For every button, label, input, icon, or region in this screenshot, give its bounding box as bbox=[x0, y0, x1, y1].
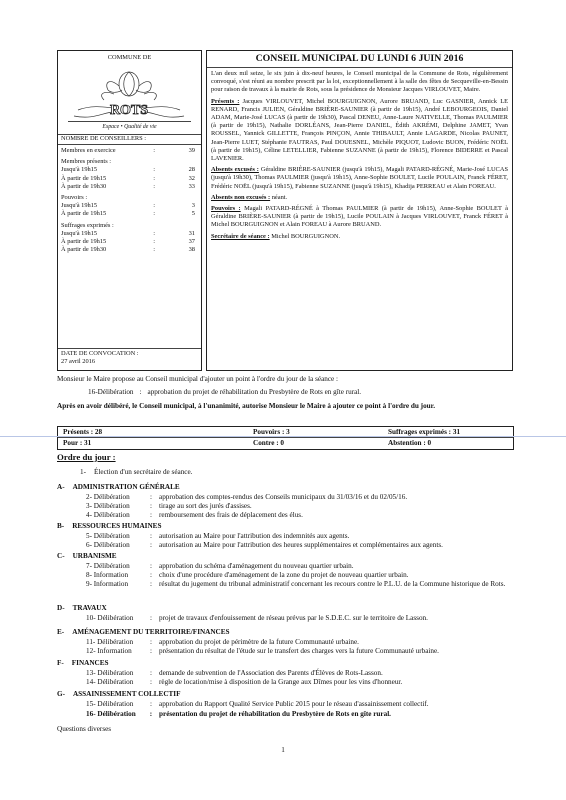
commune-info-panel bbox=[57, 50, 202, 371]
vote-contre: Contre : 0 bbox=[253, 439, 285, 447]
en-exercice-row: Membres en exercice : 39 bbox=[61, 147, 195, 154]
agenda-item-label: 11- Délibération bbox=[86, 638, 134, 646]
section-title: RESSOURCES HUMAINES bbox=[72, 522, 162, 530]
section-heading bbox=[57, 483, 180, 492]
section-letter: F- bbox=[57, 659, 64, 667]
agenda-item-colon: : bbox=[150, 614, 152, 622]
ordre-title: Ordre du jour : bbox=[57, 452, 116, 462]
agenda-item-colon: : bbox=[150, 647, 152, 655]
agenda-item bbox=[86, 541, 516, 550]
agenda-item-label: 13- Délibération bbox=[86, 669, 134, 677]
presents-row: À partir de 19h15 : 32 bbox=[61, 174, 195, 182]
agenda-item-label: 8- Information bbox=[86, 571, 129, 579]
section-letter: E- bbox=[57, 628, 65, 636]
section-heading bbox=[57, 690, 181, 699]
proposal-item: 16-Délibération : approbation du projet de réhabilitation du Presbytère de Rots en gîte rural. bbox=[88, 388, 362, 396]
agenda-item bbox=[86, 678, 516, 687]
agenda-item-text: autorisation au Maire pour l'attribution des indemnités aux agents. bbox=[159, 532, 350, 540]
meeting-panel bbox=[206, 50, 513, 371]
convocation-label: DATE DE CONVOCATION : bbox=[61, 350, 139, 357]
section-title: TRAVAUX bbox=[72, 604, 107, 612]
suffrages-title: Suffrages exprimés : bbox=[61, 221, 114, 229]
section-heading bbox=[57, 628, 230, 637]
agenda-item-label: 12- Information bbox=[86, 647, 132, 655]
agenda-item-colon: : bbox=[150, 532, 152, 540]
agenda-item-colon: : bbox=[150, 669, 152, 677]
agenda-item-16: 16- Délibération : présentation du projet de réhabilitation du Presbytère de Rots en gîte rural. bbox=[86, 710, 391, 718]
agenda-item-colon: : bbox=[150, 678, 152, 686]
convocation-date: 27 avril 2016 bbox=[61, 358, 96, 365]
agenda-item bbox=[86, 700, 516, 709]
agenda-item bbox=[86, 580, 516, 589]
section-letter: D- bbox=[57, 604, 65, 612]
questions-diverses: Questions diverses bbox=[57, 725, 112, 733]
section-letter: A- bbox=[57, 483, 65, 491]
vote-pour: Pour : 31 bbox=[63, 439, 92, 447]
agenda-item-label: 3- Délibération bbox=[86, 502, 130, 510]
presents-row: Jusqu'à 19h15 : 28 bbox=[61, 166, 195, 174]
agenda-item-colon: : bbox=[150, 562, 152, 570]
presents-row: À partir de 19h30 : 33 bbox=[61, 182, 195, 190]
conseillers-title: NOMBRE DE CONSEILLERS : bbox=[61, 135, 147, 142]
suffrages-row: À partir de 19h30 : 38 bbox=[61, 246, 195, 254]
agenda-item-colon: : bbox=[150, 502, 152, 510]
agenda-item-text: approbation du projet de périmètre de la future Communauté urbaine. bbox=[159, 638, 359, 646]
agenda-item-label: 15- Délibération bbox=[86, 700, 134, 708]
section-heading bbox=[57, 552, 117, 561]
agenda-item-label: 9- Information bbox=[86, 580, 129, 588]
tagline: Espace • Qualité de vie bbox=[102, 124, 157, 130]
agenda-item-colon: : bbox=[150, 580, 152, 588]
section-title: ADMINISTRATION GÉNÉRALE bbox=[72, 483, 180, 491]
agenda-item-label: 14- Délibération bbox=[86, 678, 134, 686]
pouvoirs-paragraph: Pouvoirs : Magali PATARD-RÉGNÉ à Thomas PAULMIER (à partir de 19h15), Anne-Sophie BOULET à Géraldine BRIÈRE-SAUNIER (à partir de 19h15), Lucile POULAIN à Jacques VIRLOUVET, Franck FÉRET à Michel BOURGUIGNON et Alain FOREAU à Aurore BRUAND. bbox=[211, 205, 508, 229]
vote-suffrages: Suffrages exprimés : 31 bbox=[388, 428, 461, 436]
agenda-item-text: approbation du Rapport Qualité Service Public 2015 pour le réseau d'assainissement collectif. bbox=[159, 700, 429, 708]
meeting-title: CONSEIL MUNICIPAL DU LUNDI 6 JUIN 2016 bbox=[255, 53, 464, 64]
suffrages-row: Jusqu'à 19h15 : 31 bbox=[61, 229, 195, 237]
agenda-item-text: règle de location/mise à disposition de la Grange aux Dîmes pour les vins d'honneur. bbox=[159, 678, 403, 686]
stats-block bbox=[61, 147, 195, 254]
agenda-item bbox=[86, 647, 516, 656]
agenda-item-colon: : bbox=[150, 700, 152, 708]
tagline-bar bbox=[68, 121, 191, 122]
intro-paragraph: L'an deux mil seize, le six juin à dix-neuf heures, le Conseil municipal de la Commune de Rots, régulièrement convoqué, s'est réuni au nombre prescrit par la loi, exceptionnellement à la salle des fêtes de Secqueville-en-Bessin pour raison de travaux à la mairie de Rots, sous la présidence de Monsieur Jacques VIRLOUVET, Maire. bbox=[211, 70, 508, 94]
presents-title: Membres présents : bbox=[61, 158, 112, 166]
agenda-item-label: 2- Délibération bbox=[86, 493, 130, 501]
meeting-body bbox=[211, 70, 508, 241]
agenda-item-1: 1- Élection d'un secrétaire de séance. bbox=[80, 468, 193, 476]
logo-text: ROTS bbox=[109, 103, 149, 118]
agenda-item bbox=[86, 493, 516, 502]
agenda-item bbox=[86, 532, 516, 541]
agenda-item bbox=[86, 614, 516, 623]
agenda-item-label: 5- Délibération bbox=[86, 532, 130, 540]
section-title: URBANISME bbox=[72, 552, 117, 560]
agenda-item-label: 6- Délibération bbox=[86, 541, 130, 549]
agenda-item bbox=[86, 571, 516, 580]
decision-text: Après en avoir délibéré, le Conseil municipal, à l'unanimité, autorise Monsieur le Maire à ajouter ce point à l'ordre du jour. bbox=[57, 402, 435, 410]
agenda-item-text: remboursement des frais de déplacement des élus. bbox=[159, 511, 303, 519]
page-number: 1 bbox=[281, 746, 285, 754]
vote-presents: Présents : 28 bbox=[63, 428, 103, 436]
agenda-item-text: tirage au sort des jurés d'assises. bbox=[159, 502, 252, 510]
agenda-item-colon: : bbox=[150, 638, 152, 646]
absents-non-excuses-paragraph: Absents non excusés : néant. bbox=[211, 193, 288, 201]
suffrages-row: À partir de 19h15 : 37 bbox=[61, 238, 195, 246]
vote-table bbox=[57, 426, 514, 450]
agenda-item-text: autorisation au Maire pour l'attribution des heures supplémentaires et complémentaires aux agents. bbox=[159, 541, 443, 549]
presents-paragraph: Présents : Jacques VIRLOUVET, Michel BOURGUIGNON, Aurore BRUAND, Luc GASNIER, Annick LE RENARD, Francis JULIEN, Géraldine BRIÈRE-SAUNIER (à partir de 19h15), André LEBOURGEOIS, Daniel ADAM, Marie-José LUCAS (à partir de 19h30), Pascal DENEU, Anne-Laure NATIVELLE, Thomas PAULMIER (à partir de 19h15), Nathalie DORLÉANS, Jean-Pierre DANIEL, Édith AKRÉMI, Delphine JAMET, Yvan ROUSSEL, Yannick GILLETTE, François PINÇON, Annie THIBAULT, Annie LAGARDE, Nicolas PAUNET, Jean-Pierre LUET, Stéphanie FAUTRAS, Paul DOUESNEL, Michèle PIQUOT, Ludovic BUON, Frédéric NOËL (à partir de 19h15), Céline LETELLIER, Fabienne SUZANNE (à partir de 19h15), Florence BIDERRE et Pascal LAVENIER. bbox=[211, 97, 509, 163]
section-title: FINANCES bbox=[71, 659, 109, 667]
agenda-item-text: approbation du schéma d'aménagement du nouveau quartier urbain. bbox=[159, 562, 354, 570]
section-letter: C- bbox=[57, 552, 65, 560]
section-letter: G- bbox=[57, 690, 65, 698]
agenda-item bbox=[86, 669, 516, 678]
agenda-item-text: approbation des comptes-rendus des Conseils municipaux du 31/03/16 et du 02/05/16. bbox=[159, 493, 408, 501]
scan-line bbox=[0, 436, 566, 437]
proposal-text: Monsieur le Maire propose au Conseil municipal d'ajouter un point à l'ordre du jour de la séance : bbox=[57, 375, 339, 383]
vote-pouvoirs: Pouvoirs : 3 bbox=[253, 428, 290, 436]
section-letter: B- bbox=[57, 522, 65, 530]
agenda-item-colon: : bbox=[150, 493, 152, 501]
pouvoirs-title: Pouvoirs : bbox=[61, 194, 88, 202]
pouvoirs-row: Jusqu'à 19h15 : 3 bbox=[61, 202, 195, 210]
agenda-item bbox=[86, 638, 516, 647]
agenda-item-text: demande de subvention de l'Association des Parents d'Élèves de Rots-Lasson. bbox=[159, 669, 383, 677]
commune-label: COMMUNE DE bbox=[107, 54, 152, 61]
section-title: ASSAINISSEMENT COLLECTIF bbox=[72, 690, 181, 698]
agenda-item-colon: : bbox=[150, 571, 152, 579]
pouvoirs-row: À partir de 19h15 : 5 bbox=[61, 210, 195, 218]
agenda-item-label: 4- Délibération bbox=[86, 511, 130, 519]
section-heading bbox=[57, 522, 161, 531]
section-title: AMÉNAGEMENT DU TERRITOIRE/FINANCES bbox=[72, 628, 230, 636]
absents-excuses-paragraph: Absents excusés : Géraldine BRIÈRE-SAUNIER (jusqu'à 19h15), Magali PATARD-RÉGNÉ, Marie-José LUCAS (jusqu'à 19h30), Thomas PAULMIER (jusqu'à 19h15), Anne-Sophie BOULET, Lucile POULAIN, Franck FÉRET, Frédéric NOËL (jusqu'à 19h15), Fabienne SUZANNE (jusqu'à 19h15), Khadija PERREAU et Alain FOREAU. bbox=[211, 166, 508, 190]
section-heading bbox=[57, 659, 109, 668]
agenda-item-colon: : bbox=[150, 511, 152, 519]
agenda-item-text: choix d'une procédure d'aménagement de la zone du projet de nouveau quartier urbain. bbox=[159, 571, 409, 579]
agenda-item-colon: : bbox=[150, 541, 152, 549]
secretaire-paragraph: Secrétaire de séance : Michel BOURGUIGNON. bbox=[211, 232, 341, 240]
agenda-item bbox=[86, 502, 516, 511]
vote-abstention: Abstention : 0 bbox=[388, 439, 432, 447]
section-heading bbox=[57, 604, 107, 613]
agenda-item-text: présentation du résultat de l'étude sur le transfert des charges vers la future Communauté urbaine. bbox=[159, 647, 439, 655]
agenda-item-label: 7- Délibération bbox=[86, 562, 130, 570]
agenda-item-text: projet de travaux d'enfouissement de réseau prévus par le S.D.E.C. sur le territoire de Lasson. bbox=[159, 614, 428, 622]
agenda-item-label: 10- Délibération bbox=[86, 614, 134, 622]
agenda-item bbox=[86, 511, 516, 520]
agenda-item-text: résultat du jugement du tribunal administratif concernant les recours contre le P.L.U. de la Commune historique de Rots. bbox=[159, 580, 506, 588]
agenda-item bbox=[86, 562, 516, 571]
